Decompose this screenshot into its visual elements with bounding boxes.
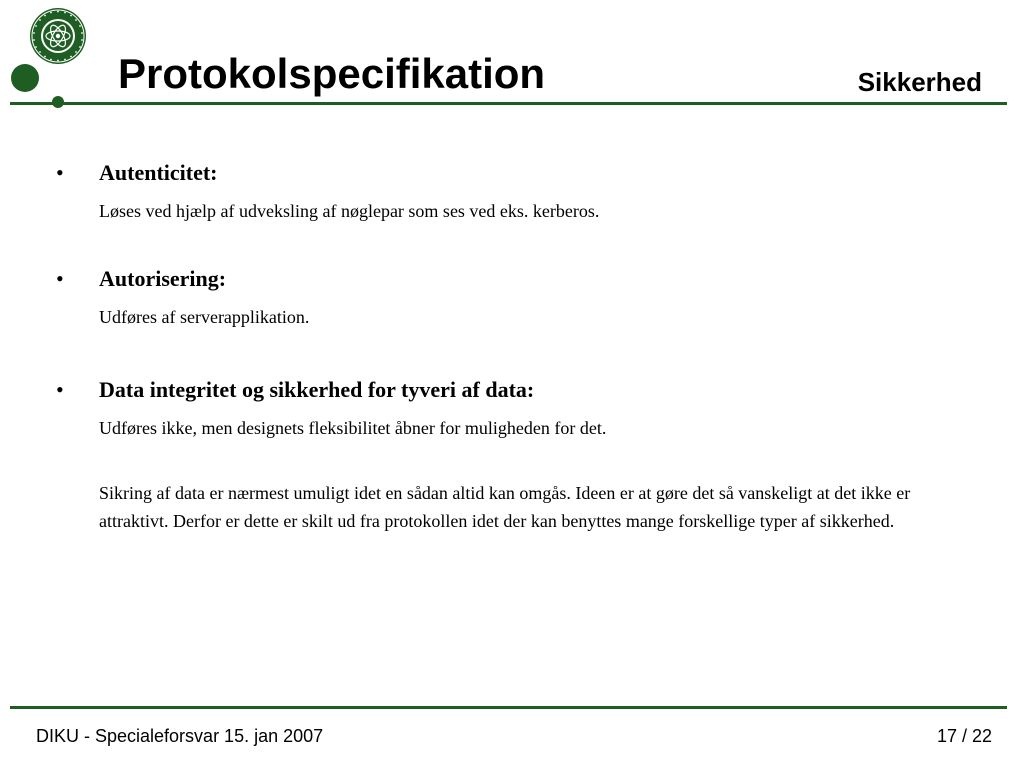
bullet-heading: Data integritet og sikkerhed for tyveri af data: <box>99 377 535 402</box>
bullet-marker: • <box>56 266 64 291</box>
bullet-text: Udføres af serverapplikation. <box>99 307 310 327</box>
bullet-heading: Autorisering: <box>99 266 227 291</box>
header-divider <box>10 102 1007 105</box>
bullet-marker: • <box>56 160 64 185</box>
bullet-text: Udføres ikke, men designets fleksibilitet åbner for muligheden for det. <box>99 418 607 438</box>
footer-divider <box>10 706 1007 709</box>
bullet-marker: • <box>56 377 64 402</box>
university-seal-icon <box>29 7 87 65</box>
section-label: Sikkerhed <box>857 67 982 97</box>
footer-text: DIKU - Specialeforsvar 15. jan 2007 <box>36 726 324 746</box>
bullet-paragraph: Sikring af data er nærmest umuligt idet en sådan altid kan omgås. Ideen er at gøre det så vanskeligt at det ikke er attraktivt. Derfor er dette er skilt ud fra protokollen idet der kan benyttes mange forskellige typer af sikkerhed. <box>99 483 911 531</box>
slide-title: Protokolspecifikation <box>118 50 546 97</box>
bullet-heading: Autenticitet: <box>99 160 218 185</box>
page-number: 17 / 22 <box>936 726 992 746</box>
green-dot-icon <box>11 64 39 92</box>
bullet-text: Løses ved hjælp af udveksling af nøglepar som ses ved eks. kerberos. <box>99 201 600 221</box>
